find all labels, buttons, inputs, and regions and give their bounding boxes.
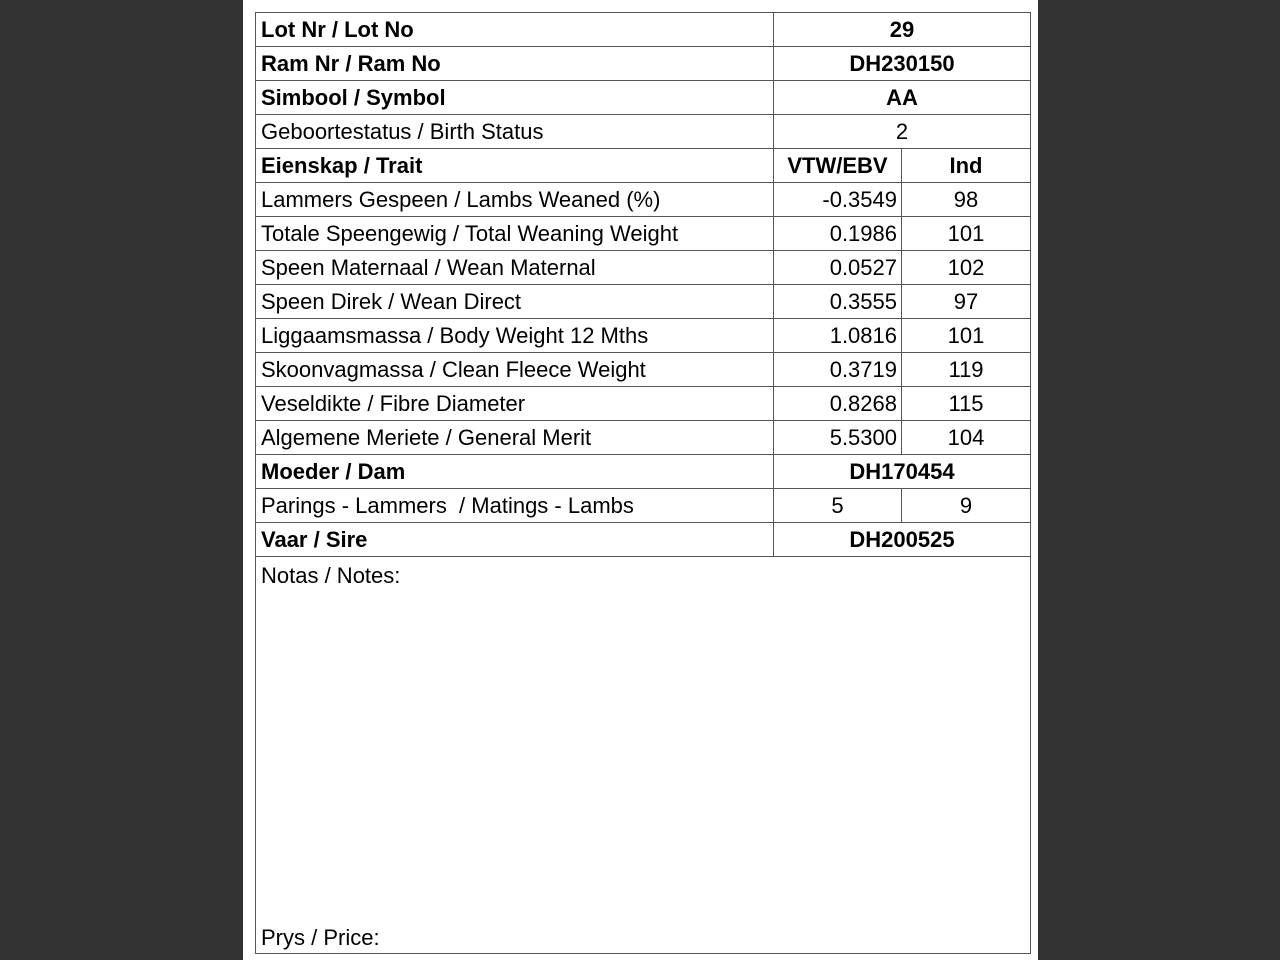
trait-ebv: 0.8268 xyxy=(774,387,902,421)
sire-value: DH200525 xyxy=(774,523,1031,557)
trait-index: 119 xyxy=(902,353,1031,387)
trait-name: Speen Maternaal / Wean Maternal xyxy=(256,251,774,285)
index-column-header: Ind xyxy=(902,149,1031,183)
notes-row xyxy=(256,557,1031,954)
ebv-column-header: VTW/EBV xyxy=(774,149,902,183)
trait-ebv: 0.3719 xyxy=(774,353,902,387)
trait-name: Algemene Meriete / General Merit xyxy=(256,421,774,455)
ram-value: DH230150 xyxy=(774,47,1031,81)
trait-index: 104 xyxy=(902,421,1031,455)
trait-ebv: 1.0816 xyxy=(774,319,902,353)
trait-row xyxy=(256,183,1031,217)
symbol-value: AA xyxy=(774,81,1031,115)
symbol-label: Simbool / Symbol xyxy=(256,81,774,115)
ram-label: Ram Nr / Ram No xyxy=(256,47,774,81)
trait-header-label: Eienskap / Trait xyxy=(256,149,774,183)
trait-row xyxy=(256,217,1031,251)
trait-name: Liggaamsmassa / Body Weight 12 Mths xyxy=(256,319,774,353)
birth-status-label: Geboortestatus / Birth Status xyxy=(256,115,774,149)
sire-row xyxy=(256,523,1031,557)
price-label: Prys / Price: xyxy=(261,925,380,950)
trait-index: 101 xyxy=(902,217,1031,251)
trait-row xyxy=(256,251,1031,285)
trait-ebv: -0.3549 xyxy=(774,183,902,217)
lot-row xyxy=(256,13,1031,47)
trait-name: Lammers Gespeen / Lambs Weaned (%) xyxy=(256,183,774,217)
trait-name: Totale Speengewig / Total Weaning Weight xyxy=(256,217,774,251)
sire-label: Vaar / Sire xyxy=(256,523,774,557)
matings-label: Parings - Lammers / Matings - Lambs xyxy=(256,489,774,523)
lot-sheet xyxy=(255,12,1030,954)
trait-header-row xyxy=(256,149,1031,183)
trait-row xyxy=(256,319,1031,353)
document-page xyxy=(243,0,1038,960)
dam-label: Moeder / Dam xyxy=(256,455,774,489)
trait-index: 101 xyxy=(902,319,1031,353)
trait-ebv: 0.3555 xyxy=(774,285,902,319)
trait-name: Veseldikte / Fibre Diameter xyxy=(256,387,774,421)
lambs-value: 9 xyxy=(902,489,1031,523)
trait-name: Skoonvagmassa / Clean Fleece Weight xyxy=(256,353,774,387)
matings-row xyxy=(256,489,1031,523)
notes-area xyxy=(256,557,1031,954)
symbol-row xyxy=(256,81,1031,115)
trait-row xyxy=(256,285,1031,319)
trait-index: 115 xyxy=(902,387,1031,421)
dam-row xyxy=(256,455,1031,489)
trait-name: Speen Direk / Wean Direct xyxy=(256,285,774,319)
ram-row xyxy=(256,47,1031,81)
notes-label: Notas / Notes: xyxy=(261,563,401,588)
trait-ebv: 0.0527 xyxy=(774,251,902,285)
trait-row xyxy=(256,421,1031,455)
trait-index: 102 xyxy=(902,251,1031,285)
birth-status-row xyxy=(256,115,1031,149)
trait-index: 97 xyxy=(902,285,1031,319)
trait-ebv: 0.1986 xyxy=(774,217,902,251)
trait-row xyxy=(256,353,1031,387)
birth-status-value: 2 xyxy=(774,115,1031,149)
lot-table xyxy=(255,12,1031,954)
trait-index: 98 xyxy=(902,183,1031,217)
lot-value: 29 xyxy=(774,13,1031,47)
matings-value: 5 xyxy=(774,489,902,523)
lot-label: Lot Nr / Lot No xyxy=(256,13,774,47)
trait-row xyxy=(256,387,1031,421)
dam-value: DH170454 xyxy=(774,455,1031,489)
trait-ebv: 5.5300 xyxy=(774,421,902,455)
